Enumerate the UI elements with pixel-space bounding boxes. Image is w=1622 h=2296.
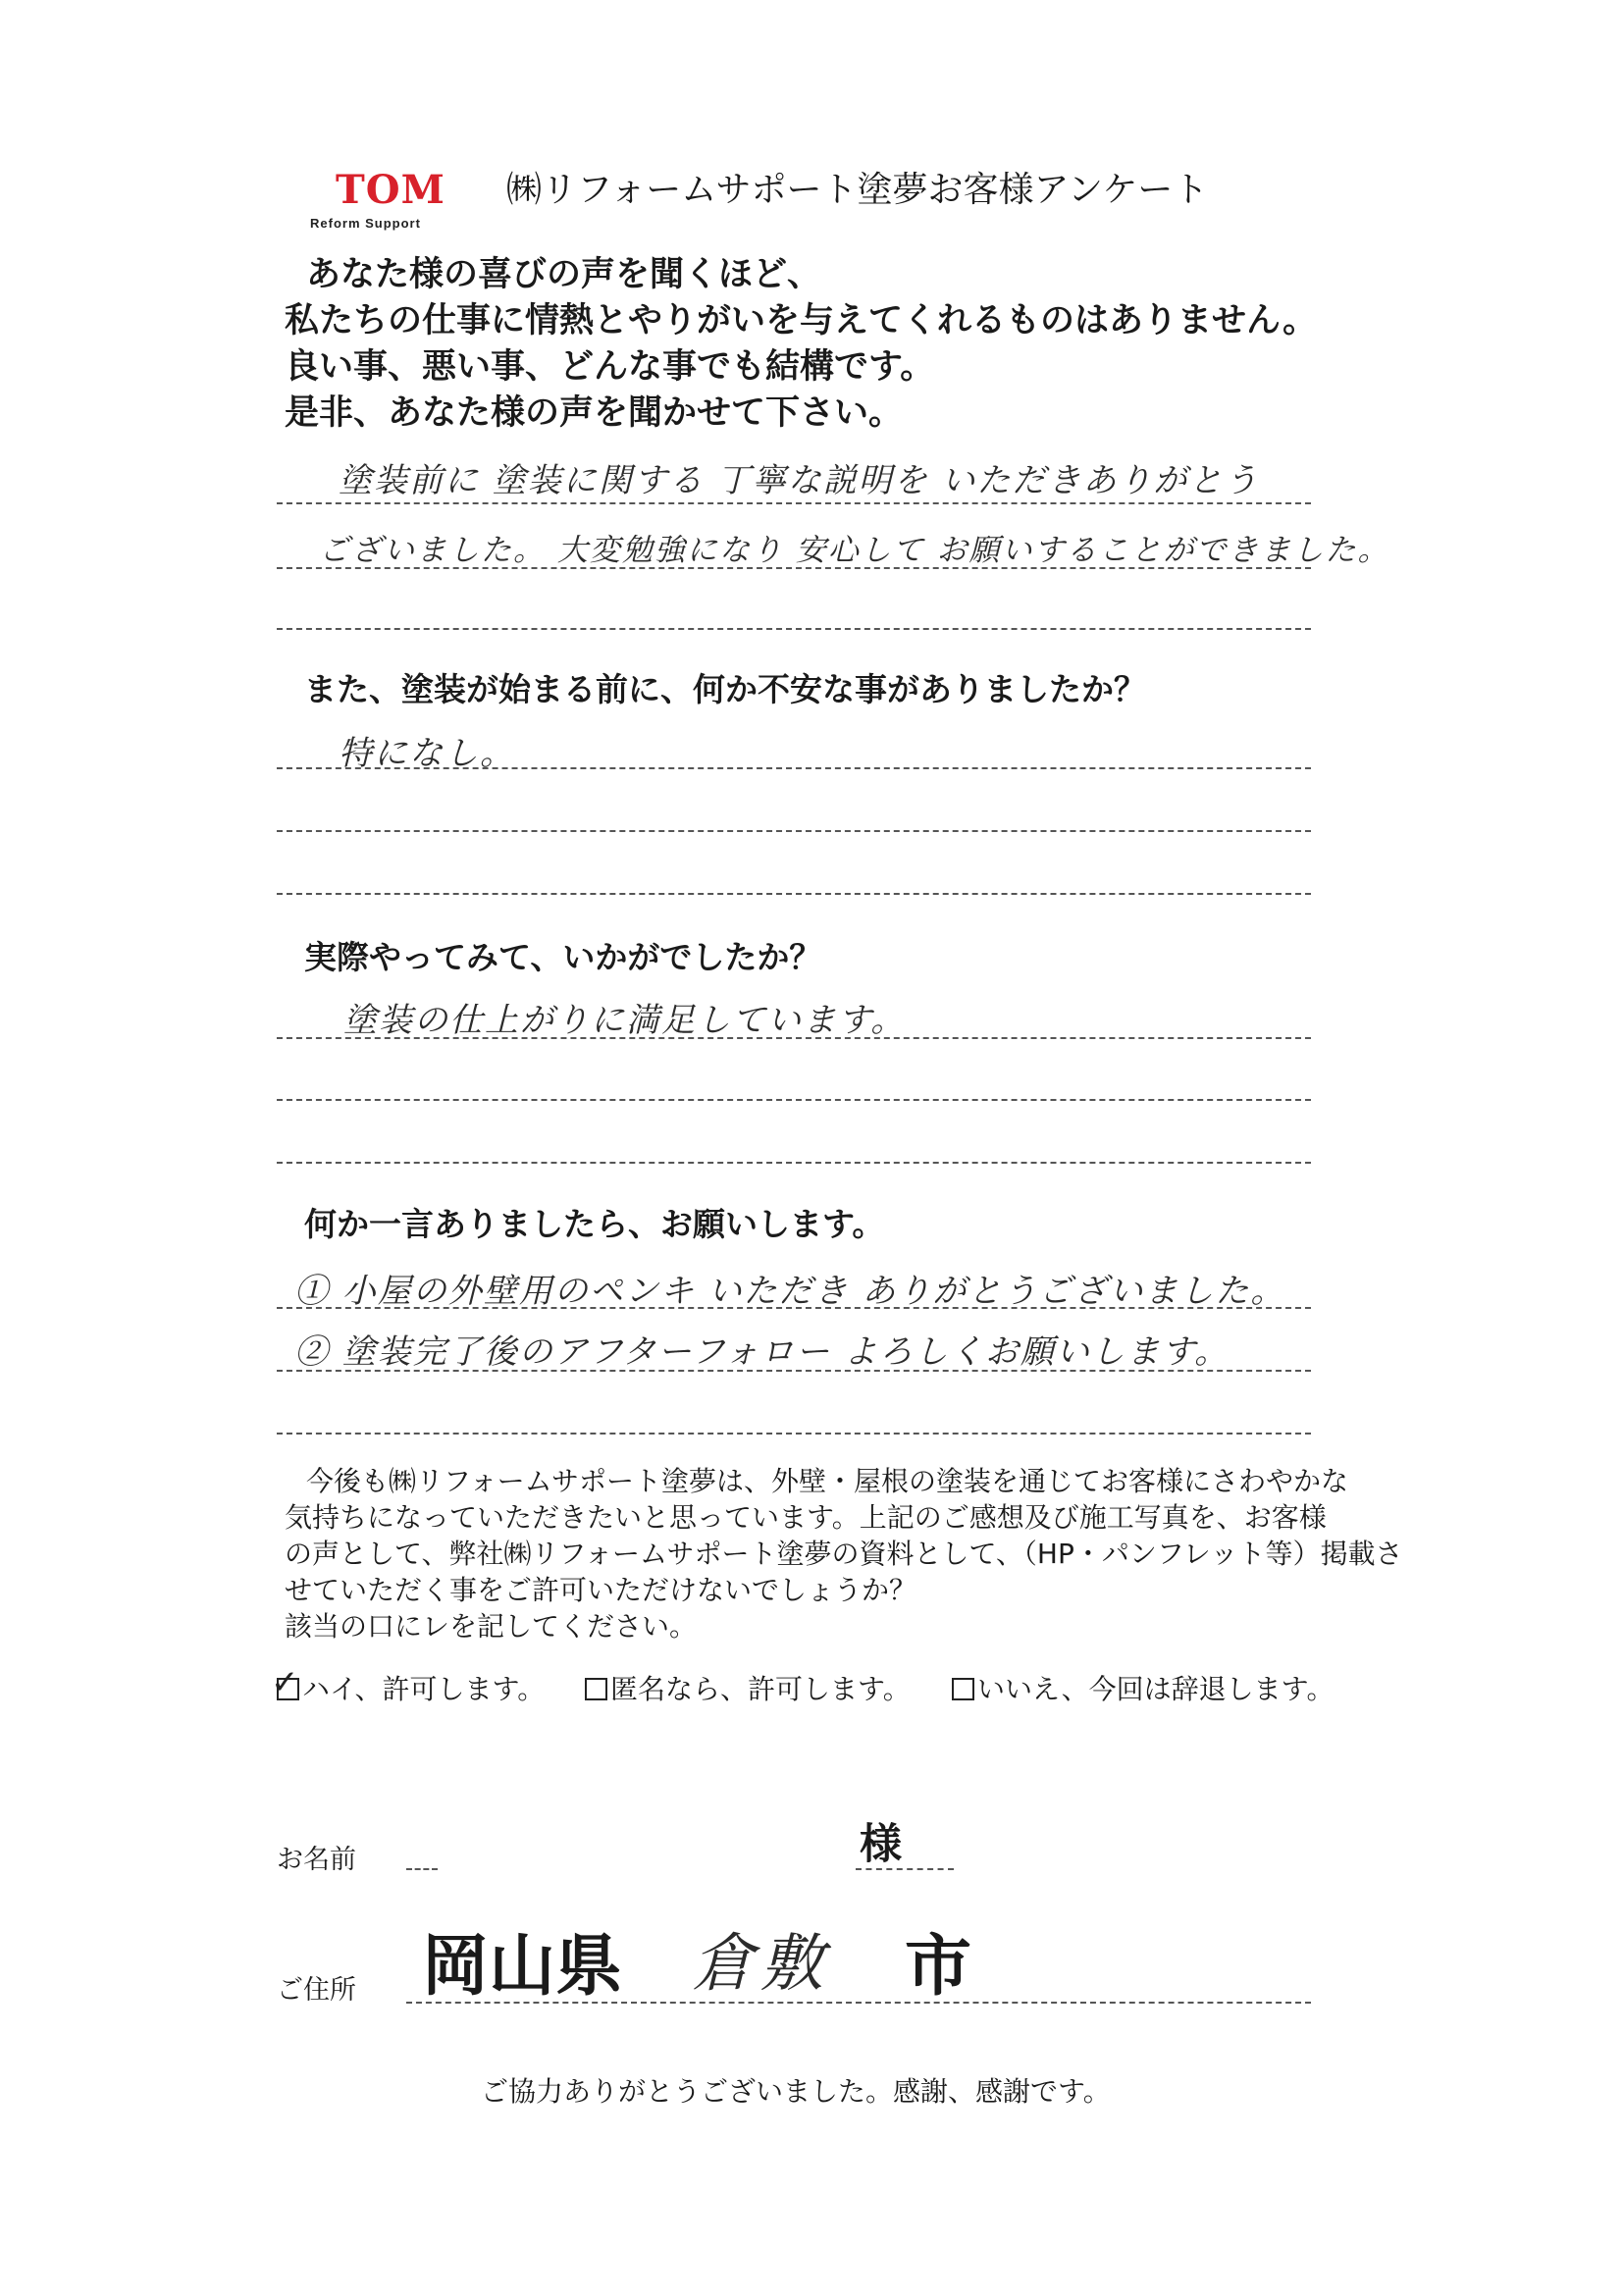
name-line-end: [856, 1868, 954, 1870]
prefecture: 岡山県: [422, 1928, 623, 2006]
intro-line: あなた様の喜びの声を聞くほど、: [306, 255, 822, 294]
intro-line: 是非、あなた様の声を聞かせて下さい。: [285, 393, 904, 433]
answer-line-rule: [277, 893, 1311, 895]
option-yes-label: ハイ、許可します。: [302, 1673, 546, 1705]
company-logo: [294, 165, 461, 243]
honorific: 様: [860, 1820, 902, 1869]
answer1-line1: 塗装前に 塗装に関する 丁寧な説明を いただきありがとう: [339, 461, 1260, 500]
city-suffix: 市: [905, 1928, 972, 2006]
answer-line-rule: [277, 1162, 1311, 1164]
option-no[interactable]: [952, 1668, 1334, 1707]
intro-line: 良い事、悪い事、どんな事でも結構です。: [285, 347, 935, 387]
address-label: ご住所: [277, 1975, 356, 2006]
question-2: また、塗装が始まる前に、何か不安な事がありましたか？: [304, 670, 1146, 708]
logo-subtitle: Reform Support: [310, 216, 421, 231]
permission-line: 今後も㈱リフォームサポート塗夢は、外壁・屋根の塗装を通じてお客様にさわやかな: [306, 1465, 1349, 1497]
option-anonymous-label: 匿名なら、許可します。: [610, 1673, 911, 1705]
answer1-line2: ございました。 大変勉強になり 安心して お願いすることができました。: [319, 533, 1390, 568]
option-no-label: いいえ、今回は辞退します。: [977, 1673, 1334, 1705]
city-handwritten: 倉敷: [692, 1928, 829, 2001]
check-mark-icon: ✓: [271, 1663, 299, 1702]
permission-line: せていただく事をご許可いただけないでしょうか？: [285, 1574, 917, 1606]
logo-mark: TOM: [336, 167, 445, 213]
answer-line-rule: [277, 567, 1311, 569]
checkbox-yes[interactable]: [271, 1663, 299, 1702]
answer-line-rule: [277, 1370, 1311, 1372]
checkbox-anonymous[interactable]: [585, 1678, 607, 1700]
permission-line: の声として、弊社㈱リフォームサポート塗夢の資料として、（HP・パンフレット等）掲載さ: [285, 1538, 1403, 1570]
option-anonymous[interactable]: [585, 1668, 911, 1707]
option-yes[interactable]: [271, 1663, 546, 1707]
permission-text: [285, 1463, 1402, 1644]
name-label: お名前: [277, 1845, 356, 1875]
permission-line: 気持ちになっていただきたいと思っています。上記のご感想及び施工写真を、お客様: [285, 1501, 1327, 1534]
survey-title: ㈱リフォームサポート塗夢お客様アンケート: [506, 170, 1209, 210]
address-line-rule: [406, 2002, 1311, 2004]
answer-line-rule: [277, 1433, 1311, 1435]
answer-line-rule: [277, 1307, 1311, 1309]
intro-line: 私たちの仕事に情熱とやりがいを与えてくれるものはありません。: [285, 301, 1318, 340]
answer-4-item1: ① 小屋の外壁用のペンキ いただき ありがとうございました。: [294, 1272, 1286, 1311]
answer-line-rule: [277, 628, 1311, 630]
permission-line: 該当の口にレを記してください。: [285, 1610, 698, 1643]
answer-2: 特になし。: [339, 734, 515, 773]
answer-line-rule: [277, 830, 1311, 832]
answer-line-rule: [277, 767, 1311, 769]
answer-4-item2: ② 塗装完了後のアフターフォロー よろしくお願いします。: [294, 1332, 1230, 1372]
answer-line-rule: [277, 1099, 1311, 1101]
checkbox-no[interactable]: [952, 1678, 974, 1700]
answer-line-rule: [277, 502, 1311, 504]
thank-you-footer: ご協力ありがとうございました。感謝、感謝です。: [481, 2075, 1111, 2108]
intro-text: [285, 252, 1317, 437]
question-3: 実際やってみて、いかがでしたか？: [304, 938, 822, 976]
answer-3: 塗装の仕上がりに満足しています。: [343, 1001, 907, 1040]
name-line-start: [406, 1868, 438, 1870]
answer-line-rule: [277, 1037, 1311, 1039]
question-4: 何か一言ありましたら、お願いします。: [304, 1205, 885, 1243]
